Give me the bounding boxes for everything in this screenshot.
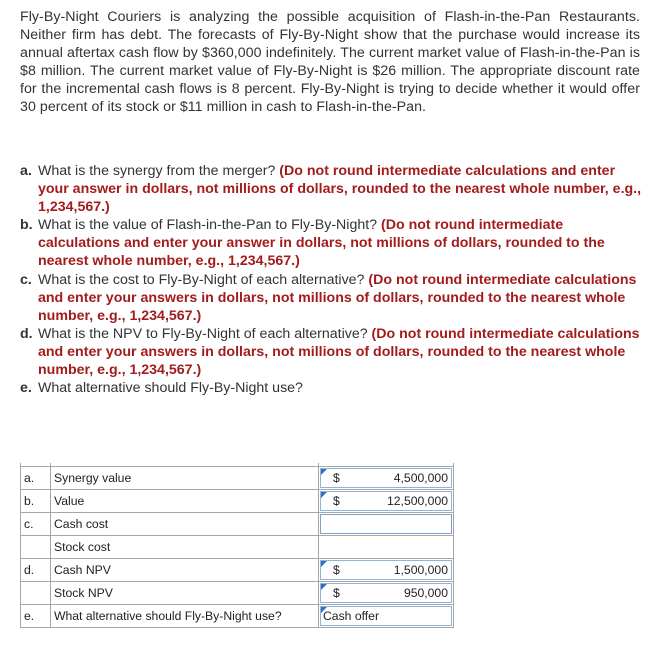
row-label: Stock NPV xyxy=(51,582,319,605)
row-letter: d. xyxy=(21,559,51,582)
question-instruction: (Do not round intermediate calculations and enter your answer in dollars, not millions of dollars, rounded to the nearest whole number, e.g., 1,234,567.) xyxy=(38,217,605,270)
question-letter: a. xyxy=(20,163,32,179)
row-letter: e. xyxy=(21,605,51,628)
answer-table xyxy=(20,463,454,628)
table-row xyxy=(21,536,454,559)
cash-cost-input[interactable] xyxy=(320,514,452,534)
table-row xyxy=(21,467,454,490)
table-row xyxy=(21,513,454,536)
question-c xyxy=(20,271,645,325)
value-input[interactable] xyxy=(320,491,452,511)
answer-marker-icon xyxy=(321,561,327,567)
stock-cost-input[interactable] xyxy=(320,537,452,557)
alternative-select[interactable] xyxy=(320,606,452,626)
question-instruction: (Do not round intermediate calculations and enter your answers in dollars, not millions of dollars, rounded to the nearest whole number, e.g., 1,234,567.) xyxy=(38,271,637,324)
cash-npv-input[interactable] xyxy=(320,560,452,580)
question-letter: c. xyxy=(20,271,32,288)
table-row xyxy=(21,559,454,582)
currency-symbol: $ xyxy=(333,586,340,600)
question-text: What is the value of Flash-in-the-Pan to Fly-By-Night? xyxy=(38,217,382,234)
problem-statement: Fly-By-Night Couriers is analyzing the possible acquisition of Flash-in-the-Pan Restaurants. Neither firm has debt. The forecasts of Fly-By-Night show that the purchase would increase its annual aftertax cash flow by $360,000 indefinitely. The current market value of Flash-in-the-Pan is $8 million. The current market value of Fly-By-Night is $26 million. The appropriate discount rate for the incremental cash flows is 8 percent. Fly-By-Night is trying to decide whether it would offer 30 percent of its stock or $11 million in cash to Flash-in-the-Pan. xyxy=(20,9,640,116)
table-row xyxy=(21,490,454,513)
question-a xyxy=(20,162,645,216)
question-text: What is the NPV to Fly-By-Night of each alternative? xyxy=(38,325,372,342)
row-letter: a. xyxy=(21,467,51,490)
row-letter: b. xyxy=(21,490,51,513)
row-letter: c. xyxy=(21,513,51,536)
row-label: Stock cost xyxy=(51,536,319,559)
row-letter xyxy=(21,536,51,559)
row-label: Value xyxy=(51,490,319,513)
question-letter: e. xyxy=(20,380,32,397)
stock-npv-input[interactable] xyxy=(320,583,452,603)
answer-marker-icon xyxy=(321,492,327,498)
row-label: Cash NPV xyxy=(51,559,319,582)
question-d xyxy=(20,325,645,379)
question-e xyxy=(20,379,645,397)
question-text: What is the cost to Fly-By-Night of each alternative? xyxy=(38,271,369,288)
row-label: Cash cost xyxy=(51,513,319,536)
row-label: What alternative should Fly-By-Night use? xyxy=(51,605,319,628)
answer-marker-icon xyxy=(321,584,327,590)
question-text: What is the synergy from the merger? xyxy=(38,163,280,179)
question-list xyxy=(20,162,645,397)
question-b xyxy=(20,216,645,270)
currency-symbol: $ xyxy=(333,494,340,508)
answer-marker-icon xyxy=(321,469,327,475)
question-text: What alternative should Fly-By-Night use? xyxy=(38,380,303,397)
question-instruction: (Do not round intermediate calculations and enter your answers in dollars, not millions of dollars, rounded to the nearest whole number, e.g., 1,234,567.) xyxy=(38,325,640,379)
answer-value: 12,500,000 xyxy=(387,494,448,508)
table-row xyxy=(21,582,454,605)
selected-alternative: Cash offer xyxy=(323,609,380,623)
question-letter: b. xyxy=(20,217,33,234)
table-row xyxy=(21,605,454,628)
row-letter xyxy=(21,582,51,605)
currency-symbol: $ xyxy=(333,563,340,577)
row-label: Synergy value xyxy=(51,467,319,490)
answer-value: 950,000 xyxy=(403,586,448,600)
question-instruction: (Do not round intermediate calculations and enter your answer in dollars, not millions of dollars, rounded to the nearest whole number, e.g., 1,234,567.) xyxy=(38,163,642,216)
answer-value: 4,500,000 xyxy=(393,471,448,485)
question-letter: d. xyxy=(20,325,33,342)
currency-symbol: $ xyxy=(333,471,340,485)
synergy-value-input[interactable] xyxy=(320,468,452,488)
answer-value: 1,500,000 xyxy=(393,563,448,577)
